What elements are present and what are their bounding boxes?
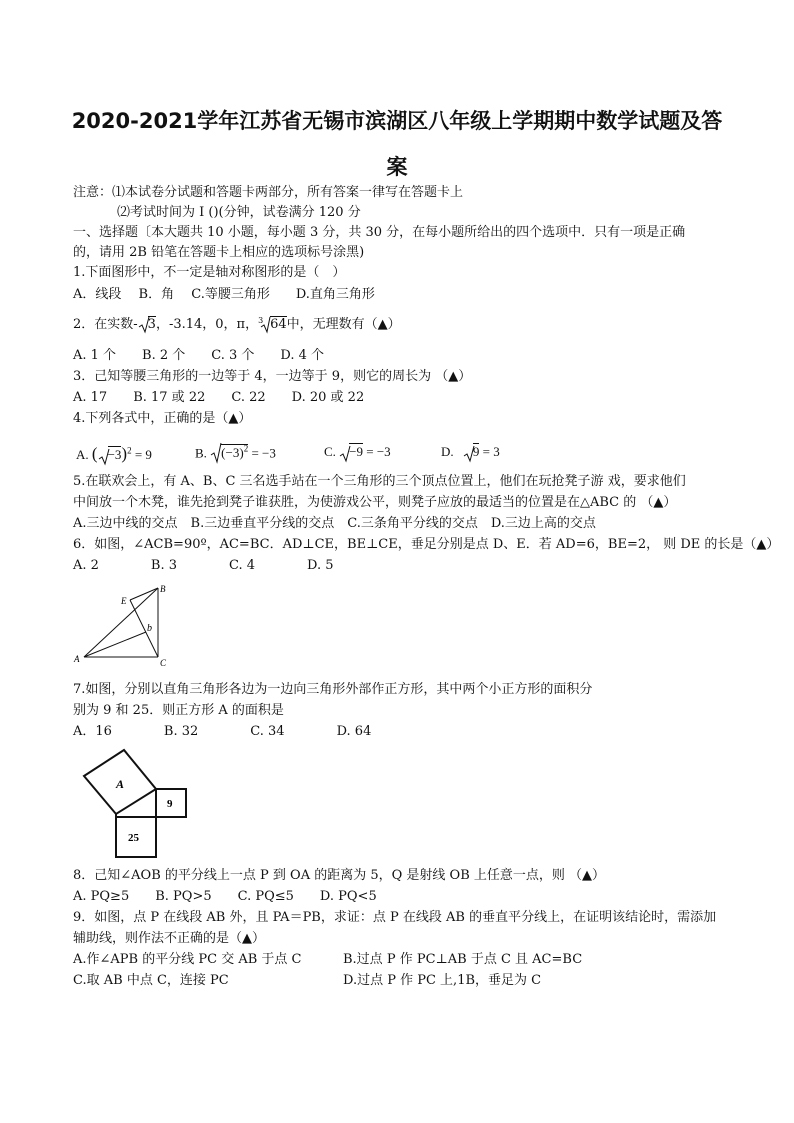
q9-line-1: 9．如图，点 P 在线段 AB 外，且 PA＝PB，求证：点 P 在线段 AB 的垂直平分线上，在证明该结论时，需添加 [73, 910, 717, 925]
document-title [60, 98, 734, 190]
q4-a-root [98, 447, 122, 463]
radical-sign-icon [210, 442, 222, 464]
q2-stem [73, 315, 401, 335]
q8-stem: 8．己知∠AOB 的平分线上一点 P 到 OA 的距离为 5，Q 是射线 OB 上任意一点，则 （▲） [73, 868, 606, 883]
q4-option-a [76, 444, 152, 464]
radical-sign-icon [463, 445, 475, 463]
q2-options: A. 1 个 B. 2 个 C. 3 个 D. 4 个 [73, 348, 325, 363]
superscript-2: 2 [243, 444, 249, 454]
title-line-1: 2020-2021学年江苏省无锡市滨湖区八年级上学期期中数学试题及答 [71, 109, 723, 133]
q2-sqrt3 [138, 315, 156, 335]
section-instructions-line-1: 一、选择题〔本大题共 10 小题，每小题 3 分，共 30 分，在每小题所给出的四个选项中．只有一项是正确 [73, 225, 686, 240]
q4-c-root [339, 444, 363, 460]
radical-sign-icon [339, 445, 351, 463]
q4-option-a-label: A. [76, 447, 89, 462]
radical-sign-icon [259, 316, 271, 334]
q2-cube-root-radicand: 64 [270, 317, 287, 332]
minus-sign: − [225, 445, 233, 461]
q2-stem-part-b: ，-3.14，0，π， [155, 317, 259, 332]
radical-sign-icon [138, 316, 150, 334]
label-square-a: A [116, 777, 125, 791]
radical-sign-icon [98, 448, 110, 466]
q9-line-2: 辅助线，则作法不正确的是（▲） [73, 931, 265, 946]
q4-option-d-label: D. [441, 444, 454, 459]
segment-eb [130, 588, 158, 600]
q1-stem: 1.下面图形中，不一定是轴对称图形的是（ ） [73, 265, 346, 280]
close-paren: ) [121, 444, 128, 463]
q4-option-c-result: = −3 [366, 444, 391, 459]
q4-b-radicand: $(-3)^2$ [221, 444, 249, 461]
q3-options: A. 17 B. 17 或 22 C. 22 D. 20 或 22 [73, 390, 365, 405]
q5-line-2: 中间放一个木凳，谁先抢到凳子谁获胜，为使游戏公平，则凳子应放的最适当的位置是在△ABC 的 （▲） [73, 495, 677, 510]
label-d: b [147, 623, 152, 634]
q2-sqrt3-radicand: 3 [147, 317, 156, 332]
q4-d-radicand: 9 [472, 444, 480, 459]
q4-option-b-label: B. [195, 445, 207, 461]
q5-line-1: 5.在联欢会上，有 A、B、C 三名选手站在一个三角形的三个顶点位置上，他们在玩抢凳子游 戏，要求他们 [73, 474, 686, 489]
q8-options: A. PQ≥5 B. PQ>5 C. PQ≤5 D. PQ<5 [73, 889, 377, 904]
q5-options: A.三边中线的交点 B.三边垂直平分线的交点 C.三条角平分线的交点 D.三边上高的交点 [73, 516, 596, 531]
segment-ad [84, 632, 146, 657]
q7-line-2: 别为 9 和 25．则正方形 A 的面积是 [73, 703, 284, 718]
label-c: C [160, 658, 167, 668]
q9-option-c: C.取 AB 中点 C，连接 PC [73, 973, 229, 988]
q4-option-b-result: = −3 [251, 445, 276, 461]
q7-squares-diagram [76, 744, 196, 862]
open-paren: ( [91, 444, 98, 463]
q4-option-a-result: = 9 [134, 447, 152, 462]
q2-cube-root [258, 315, 287, 335]
q2-stem-part-a: 2．在实数- [73, 317, 138, 332]
q4-d-root [463, 444, 480, 460]
superscript-2: 2 [127, 445, 132, 456]
q7-options: A．16 B. 32 C. 34 D. 64 [73, 724, 372, 739]
q2-stem-part-c: 中，无理数有（▲） [286, 317, 401, 332]
q6-triangle-diagram [70, 582, 180, 668]
section-instructions-line-2: 的，请用 2B 铅笔在答题卡上相应的选项标号涂黑) [73, 245, 365, 260]
q2-cube-root-index: 3 [258, 316, 264, 325]
q1-options: A．线段 B．角 C.等腰三角形 D.直角三角形 [73, 287, 375, 302]
q4-c-radicand: −9 [349, 444, 364, 459]
q9-option-d: D.过点 P 作 PC 上,1B，垂足为 C [343, 973, 542, 988]
q4-option-b [195, 444, 276, 461]
label-e: E [121, 596, 127, 606]
label-square-25: 25 [128, 832, 139, 844]
q6-options: A. 2 B. 3 C. 4 D. 5 [73, 558, 334, 573]
q4-stem: 4.下列各式中，正确的是（▲） [73, 411, 252, 426]
label-b: B [160, 584, 166, 594]
note-1: 注意：⑴本试卷分试题和答题卡两部分，所有答案一律写在答题卡上 [73, 185, 464, 200]
q9-option-b: B.过点 P 作 PC⊥AB 于点 C 且 AC=BC [343, 952, 583, 967]
q9-option-a: A.作∠APB 的平分线 PC 交 AB 于点 C [73, 952, 302, 967]
open-paren: ( [221, 445, 226, 461]
close-paren: ) [239, 445, 244, 461]
q4-option-c-label: C. [324, 444, 336, 459]
q7-figure [76, 744, 196, 862]
label-square-9: 9 [167, 798, 173, 810]
q6-figure [70, 582, 180, 668]
segment-ce [130, 600, 158, 657]
note-2: ⑵考试时间为 I ()(分钟，试卷满分 120 分 [117, 205, 361, 220]
q4-option-d [441, 444, 500, 460]
q4-b-root [210, 444, 248, 461]
label-a: A [74, 654, 80, 664]
q7-line-1: 7.如图，分别以直角三角形各边为一边向三角形外部作正方形，其中两个小正方形的面积分 [73, 682, 593, 697]
q4-option-d-result: = 3 [482, 444, 500, 459]
q3-stem: 3．己知等腰三角形的一边等于 4，一边等于 9，则它的周长为 （▲） [73, 369, 472, 384]
q4-option-c [324, 444, 391, 460]
title-line-2: 案 [386, 155, 408, 179]
q6-stem: 6．如图，∠ACB=90º，AC=BC．AD⊥CE，BE⊥CE，垂足分别是点 D、E．若 AD=6，BE=2， 则 DE 的长是（▲） [73, 537, 780, 552]
q4-a-radicand: −3 [107, 447, 122, 462]
